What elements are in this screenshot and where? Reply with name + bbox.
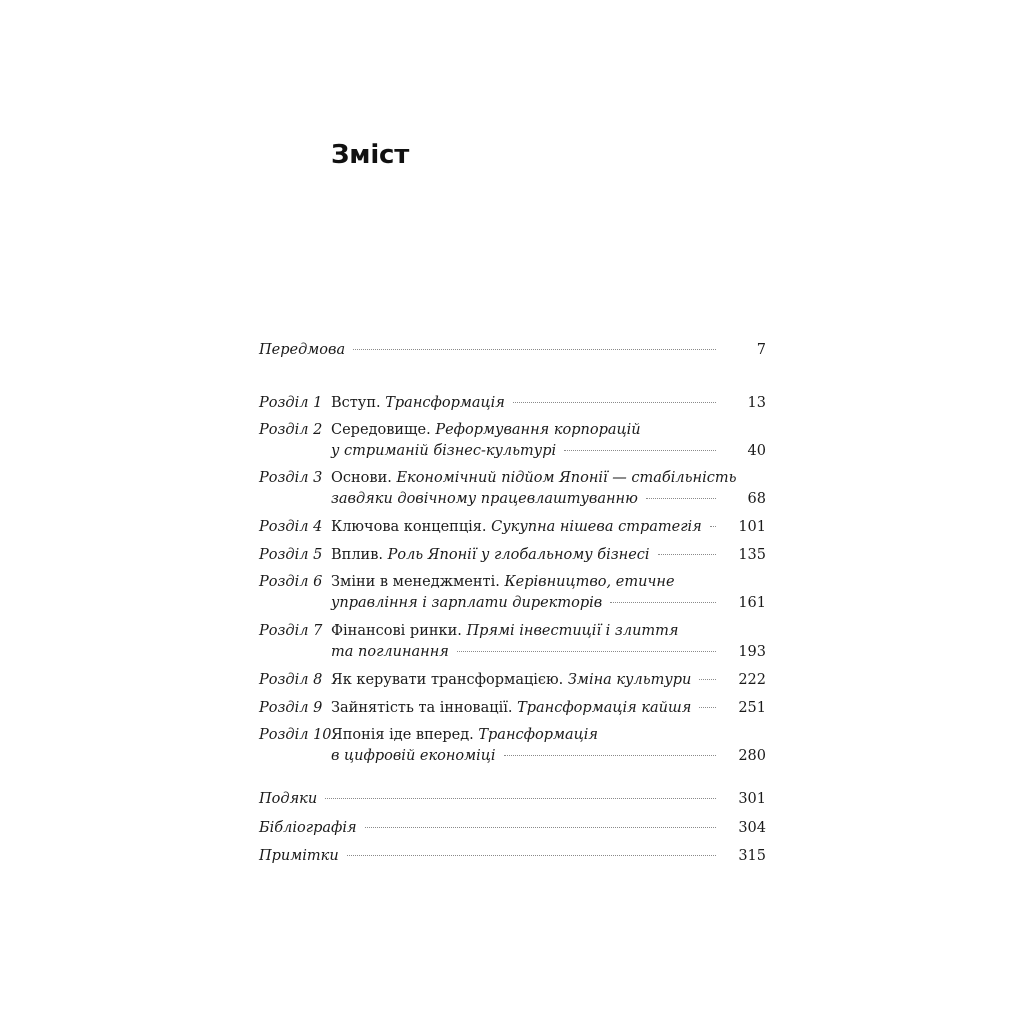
dot-leader	[325, 798, 716, 799]
toc-entry-text	[331, 393, 716, 414]
page-number: 13	[747, 395, 766, 411]
chapter-lead: Як керувати трансформацією.	[331, 672, 564, 688]
chapter-lead: Зайнятість та інновації.	[331, 700, 513, 716]
chapter-label: Розділ 3	[259, 470, 323, 486]
toc-entry-chapter-10[interactable]	[259, 725, 766, 767]
toc-entry-chapter-3[interactable]	[259, 468, 766, 510]
dot-leader	[564, 450, 716, 451]
toc-entry-text	[331, 572, 716, 614]
chapter-label: Розділ 4	[259, 519, 323, 535]
dot-leader	[513, 402, 716, 403]
page-number: 135	[738, 547, 766, 563]
chapter-subtitle: Реформування корпорацій	[435, 422, 641, 438]
toc-entry-chapter-6[interactable]	[259, 572, 766, 614]
chapter-label: Розділ 7	[259, 623, 323, 639]
page-number: 280	[738, 748, 766, 764]
chapter-subtitle-continued: в цифровій економіці	[331, 748, 496, 764]
page-number: 222	[738, 672, 766, 688]
toc-entry-text	[331, 468, 737, 510]
dot-leader	[457, 651, 716, 652]
page-number: 40	[747, 443, 766, 459]
chapter-subtitle: Сукупна нішева стратегія	[491, 519, 702, 535]
dot-leader	[365, 827, 716, 828]
chapter-lead: Фінансові ринки.	[331, 623, 462, 639]
dot-leader	[347, 855, 716, 856]
chapter-label: Розділ 10	[259, 727, 332, 743]
toc-entry-text	[331, 670, 716, 691]
chapter-label: Розділ 8	[259, 672, 323, 688]
page-title: Зміст	[331, 140, 410, 170]
toc-entry-text	[259, 846, 716, 867]
chapter-lead: Основи.	[331, 470, 392, 486]
page-number: 68	[747, 491, 766, 507]
chapter-subtitle: Трансформація	[478, 727, 598, 743]
page-number: 304	[738, 820, 766, 836]
chapter-lead: Японія іде вперед.	[331, 727, 474, 743]
toc-entry-text	[259, 340, 716, 361]
chapter-lead: Вплив.	[331, 547, 383, 563]
chapter-lead: Вступ.	[331, 395, 381, 411]
dot-leader	[699, 707, 716, 708]
page-number: 7	[756, 342, 766, 358]
chapter-subtitle: Зміна культури	[567, 672, 692, 688]
dot-leader	[658, 554, 716, 555]
chapter-label: Розділ 1	[259, 395, 323, 411]
chapter-subtitle-continued: у стриманій бізнес-культурі	[331, 443, 557, 459]
page-number: 315	[738, 848, 766, 864]
chapter-subtitle: Роль Японії у глобальному бізнесі	[387, 547, 650, 563]
table-of-contents	[259, 0, 766, 1024]
chapter-subtitle: Прямі інвестиції і злиття	[466, 623, 679, 639]
chapter-lead: Ключова концепція.	[331, 519, 487, 535]
toc-entry-text	[331, 725, 716, 767]
dot-leader	[699, 679, 716, 680]
dot-leader	[710, 526, 716, 527]
dot-leader	[504, 755, 716, 756]
chapter-subtitle: Економічний підйом Японії — стабільність	[396, 470, 737, 486]
chapter-label: Розділ 6	[259, 574, 323, 590]
dot-leader	[646, 498, 716, 499]
chapter-lead: Зміни в менеджменті.	[331, 574, 500, 590]
toc-entry-text	[331, 420, 716, 462]
page-number: 301	[738, 791, 766, 807]
chapter-subtitle: Керівництво, етичне	[504, 574, 675, 590]
toc-entry-chapter-2[interactable]	[259, 420, 766, 462]
toc-entry-title: Бібліографія	[259, 820, 357, 836]
page-number: 101	[738, 519, 766, 535]
page-number: 193	[738, 644, 766, 660]
toc-entry-text	[331, 621, 716, 663]
page-number: 251	[738, 700, 766, 716]
toc-entry-title: Подяки	[259, 791, 318, 807]
chapter-label: Розділ 5	[259, 547, 323, 563]
toc-entry-text	[259, 818, 716, 839]
toc-entry-chapter-7[interactable]	[259, 621, 766, 663]
chapter-subtitle-continued: та поглинання	[331, 644, 449, 660]
chapter-subtitle-continued: управління і зарплати директорів	[331, 595, 603, 611]
chapter-subtitle: Трансформація кайшя	[517, 700, 692, 716]
toc-entry-title: Примітки	[259, 848, 339, 864]
page-number: 161	[738, 595, 766, 611]
chapter-lead: Середовище.	[331, 422, 431, 438]
dot-leader	[610, 602, 716, 603]
toc-entry-text	[331, 545, 716, 566]
chapter-label: Розділ 2	[259, 422, 323, 438]
toc-entry-text	[331, 517, 716, 538]
dot-leader	[353, 349, 716, 350]
toc-entry-text	[331, 698, 716, 719]
toc-entry-text	[259, 789, 716, 810]
chapter-subtitle-continued: завдяки довічному працевлаштуванню	[331, 491, 638, 507]
chapter-subtitle: Трансформація	[385, 395, 505, 411]
toc-entry-title: Передмова	[259, 342, 346, 358]
chapter-label: Розділ 9	[259, 700, 323, 716]
